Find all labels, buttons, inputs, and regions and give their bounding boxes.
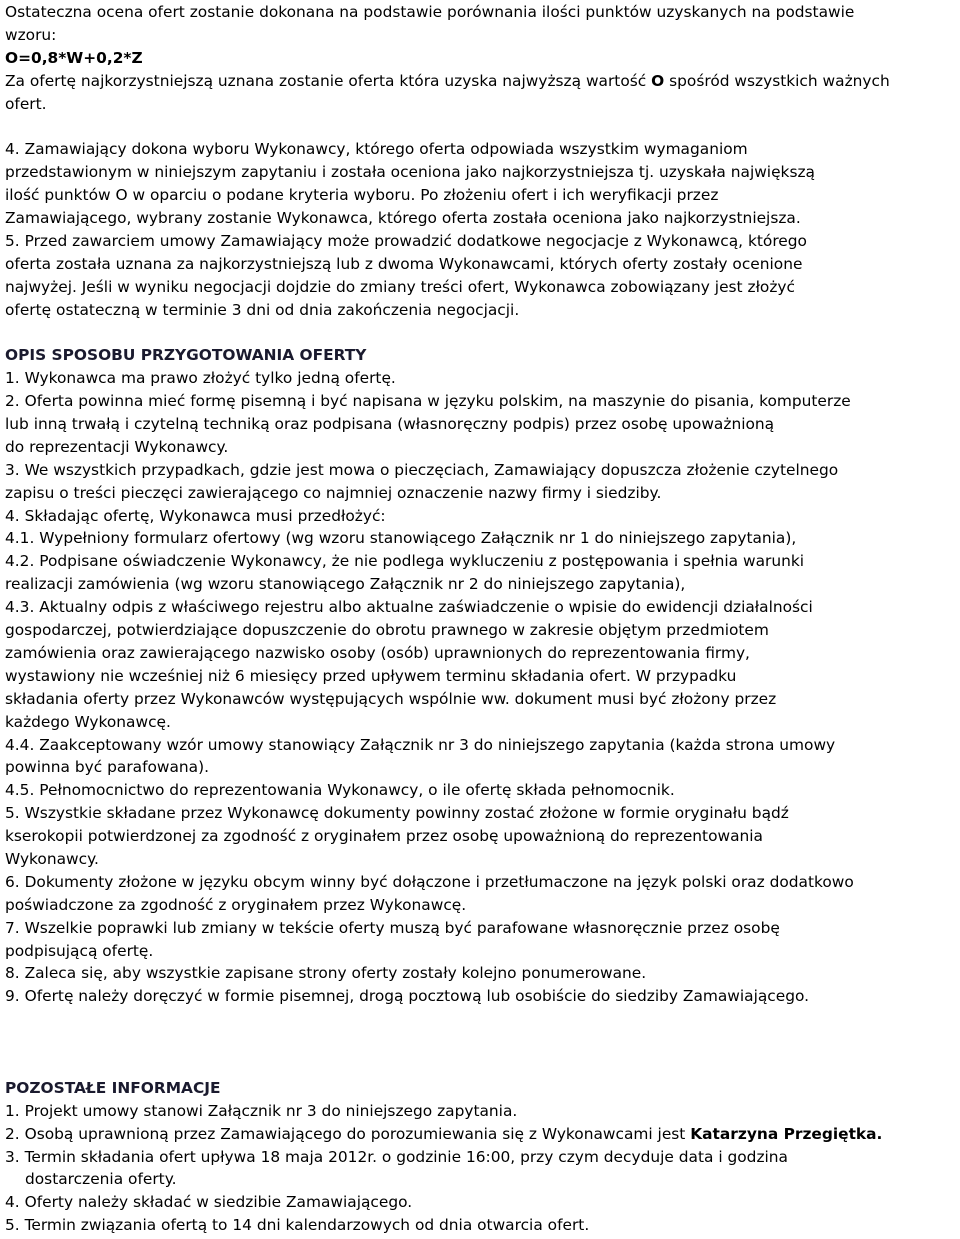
text-line: 6. Dokumenty złożone w języku obcym winny być dołączone i przetłumaczone na język polski oraz dodatkowo: [5, 872, 854, 891]
text-line: Wykonawcy.: [5, 849, 99, 868]
text-line: kserokopii potwierdzonej za zgodność z oryginałem przez osobę upoważnioną do reprezentowania: [5, 827, 763, 846]
text-line: 8. Zaleca się, aby wszystkie zapisane strony oferty zostały kolejno ponumerowane.: [5, 964, 647, 983]
text-line: ilość punktów O w oparciu o podane kryteria wyboru. Po złożeniu ofert i ich weryfikacji przez: [5, 186, 719, 205]
text-line: ofert.: [5, 94, 47, 113]
text-line: oferta została uznana za najkorzystniejszą lub z dwoma Wykonawcami, których oferty zostały ocenione: [5, 254, 803, 273]
text-line: 5. Termin związania ofertą to 14 dni kalendarzowych od dnia otwarcia ofert.: [5, 1216, 590, 1235]
best-offer-line: [5, 70, 957, 93]
section-heading: OPIS SPOSOBU PRZYGOTOWANIA OFERTY: [5, 346, 367, 365]
evaluation-section: [5, 1, 957, 115]
text-line: 4.1. Wypełniony formularz ofertowy (wg wzoru stanowiącego Załącznik nr 1 do niniejszego zapytania),: [5, 529, 797, 548]
text-line: 5. Przed zawarciem umowy Zamawiający może prowadzić dodatkowe negocjacje z Wykonawcą, którego: [5, 231, 807, 250]
text-line: zamówienia oraz zawierającego nazwisko osoby (osób) uprawnionych do reprezentowania firmy,: [5, 643, 750, 662]
text-line: 5. Wszystkie składane przez Wykonawcę dokumenty powinny zostać złożone w formie oryginału bądź: [5, 804, 789, 823]
text-line: 4.2. Podpisane oświadczenie Wykonawcy, że nie podlega wykluczeniu z postępowania i spełnia warunki: [5, 552, 805, 571]
text-line: ofertę ostateczną w terminie 3 dni od dnia zakończenia negocjacji.: [5, 300, 520, 319]
text-line: zapisu o treści pieczęci zawierającego co najmniej oznaczenie nazwy firmy i siedziby.: [5, 483, 662, 502]
text-line: najwyżej. Jeśli w wyniku negocjacji dojdzie do zmiany treści ofert, Wykonawca zobowiązany jest złożyć: [5, 277, 796, 296]
document-page: [5, 1, 957, 1237]
text-line: 4.4. Zaakceptowany wzór umowy stanowiący Załącznik nr 3 do niniejszego zapytania (każda strona umowy: [5, 735, 836, 754]
text-line: poświadczone za zgodność z oryginałem przez Wykonawcę.: [5, 895, 467, 914]
text-line: 3. We wszystkich przypadkach, gdzie jest mowa o pieczęciach, Zamawiający dopuszcza złożenie czytelnego: [5, 460, 839, 479]
award-section: [5, 138, 957, 321]
text-line: 1. Projekt umowy stanowi Załącznik nr 3 do niniejszego zapytania.: [5, 1101, 518, 1120]
text-line: wystawiony nie wcześniej niż 6 miesięcy przed upływem terminu składania ofert. W przypadku: [5, 666, 737, 685]
text-line: 3. Termin składania ofert upływa 18 maja 2012r. o godzinie 16:00, przy czym decyduje data i godzina: [5, 1147, 788, 1166]
text-line: wzoru:: [5, 25, 57, 44]
contact-text: 2. Osobą uprawnioną przez Zamawiającego do porozumiewania się z Wykonawcami jest: [5, 1124, 691, 1143]
text-line: 9. Ofertę należy doręczyć w formie pisemnej, drogą pocztową lub osobiście do siedziby Zamawiającego.: [5, 987, 810, 1006]
text-line: 4.3. Aktualny odpis z właściwego rejestru albo aktualne zaświadczenie o wpisie do ewidencji działalności: [5, 598, 813, 617]
text-line: gospodarczej, potwierdziające dopuszczenie do obrotu prawnego w zakresie objętym przedmiotem: [5, 621, 769, 640]
text-line: 7. Wszelkie poprawki lub zmiany w tekście oferty muszą być parafowane własnoręcznie przez osobę: [5, 918, 780, 937]
text-line: Ostateczna ocena ofert zostanie dokonana na podstawie porównania ilości punktów uzyskanych na podstawie: [5, 3, 855, 21]
section-heading: POZOSTAŁE INFORMACJE: [5, 1078, 221, 1097]
evaluation-formula: O=0,8*W+0,2*Z: [5, 48, 143, 67]
text-line: realizacji zamówienia (wg wzoru stanowiącego Załącznik nr 2 do niniejszego zapytania),: [5, 575, 686, 594]
text-line: dostarczenia oferty.: [25, 1170, 177, 1189]
text-line: 4.5. Pełnomocnictwo do reprezentowania Wykonawcy, o ile ofertę składa pełnomocnik.: [5, 781, 675, 800]
best-offer-text-end: spośród wszystkich ważnych: [664, 71, 890, 90]
other-info-section: [5, 1077, 957, 1237]
text-line: lub inną trwałą i czytelną techniką oraz podpisana (własnoręczny podpis) przez osobę upoważnioną: [5, 415, 775, 434]
text-line: przedstawionym w niniejszym zapytaniu i została oceniona jako najkorzystniejsza tj. uzyskała największą: [5, 163, 815, 182]
contact-person-name: Katarzyna Przegiętka.: [690, 1124, 883, 1143]
text-line: składania oferty przez Wykonawców występujących wspólnie ww. dokument musi być złożony przez: [5, 689, 777, 708]
best-offer-symbol: O: [651, 71, 665, 90]
best-offer-text: Za ofertę najkorzystniejszą uznana zostanie oferta która uzyska najwyższą wartość: [5, 71, 652, 90]
text-line: podpisującą ofertę.: [5, 941, 154, 960]
text-line: do reprezentacji Wykonawcy.: [5, 437, 229, 456]
contact-line: [5, 1123, 957, 1146]
text-line: 4. Składając ofertę, Wykonawca musi przedłożyć:: [5, 506, 386, 525]
text-line: 4. Oferty należy składać w siedzibie Zamawiającego.: [5, 1193, 413, 1212]
text-line: 4. Zamawiający dokona wyboru Wykonawcy, którego oferta odpowiada wszystkim wymaganiom: [5, 140, 748, 159]
text-line: powinna być parafowana).: [5, 758, 210, 777]
preparation-section: [5, 344, 957, 1008]
text-line: 1. Wykonawca ma prawo złożyć tylko jedną ofertę.: [5, 369, 396, 388]
text-line: każdego Wykonawcę.: [5, 712, 171, 731]
text-line: 2. Oferta powinna mieć formę pisemną i być napisana w języku polskim, na maszynie do pisania, komputerze: [5, 392, 851, 411]
text-line: Zamawiającego, wybrany zostanie Wykonawca, którego oferta została oceniona jako najkorzystniejsza.: [5, 209, 801, 228]
